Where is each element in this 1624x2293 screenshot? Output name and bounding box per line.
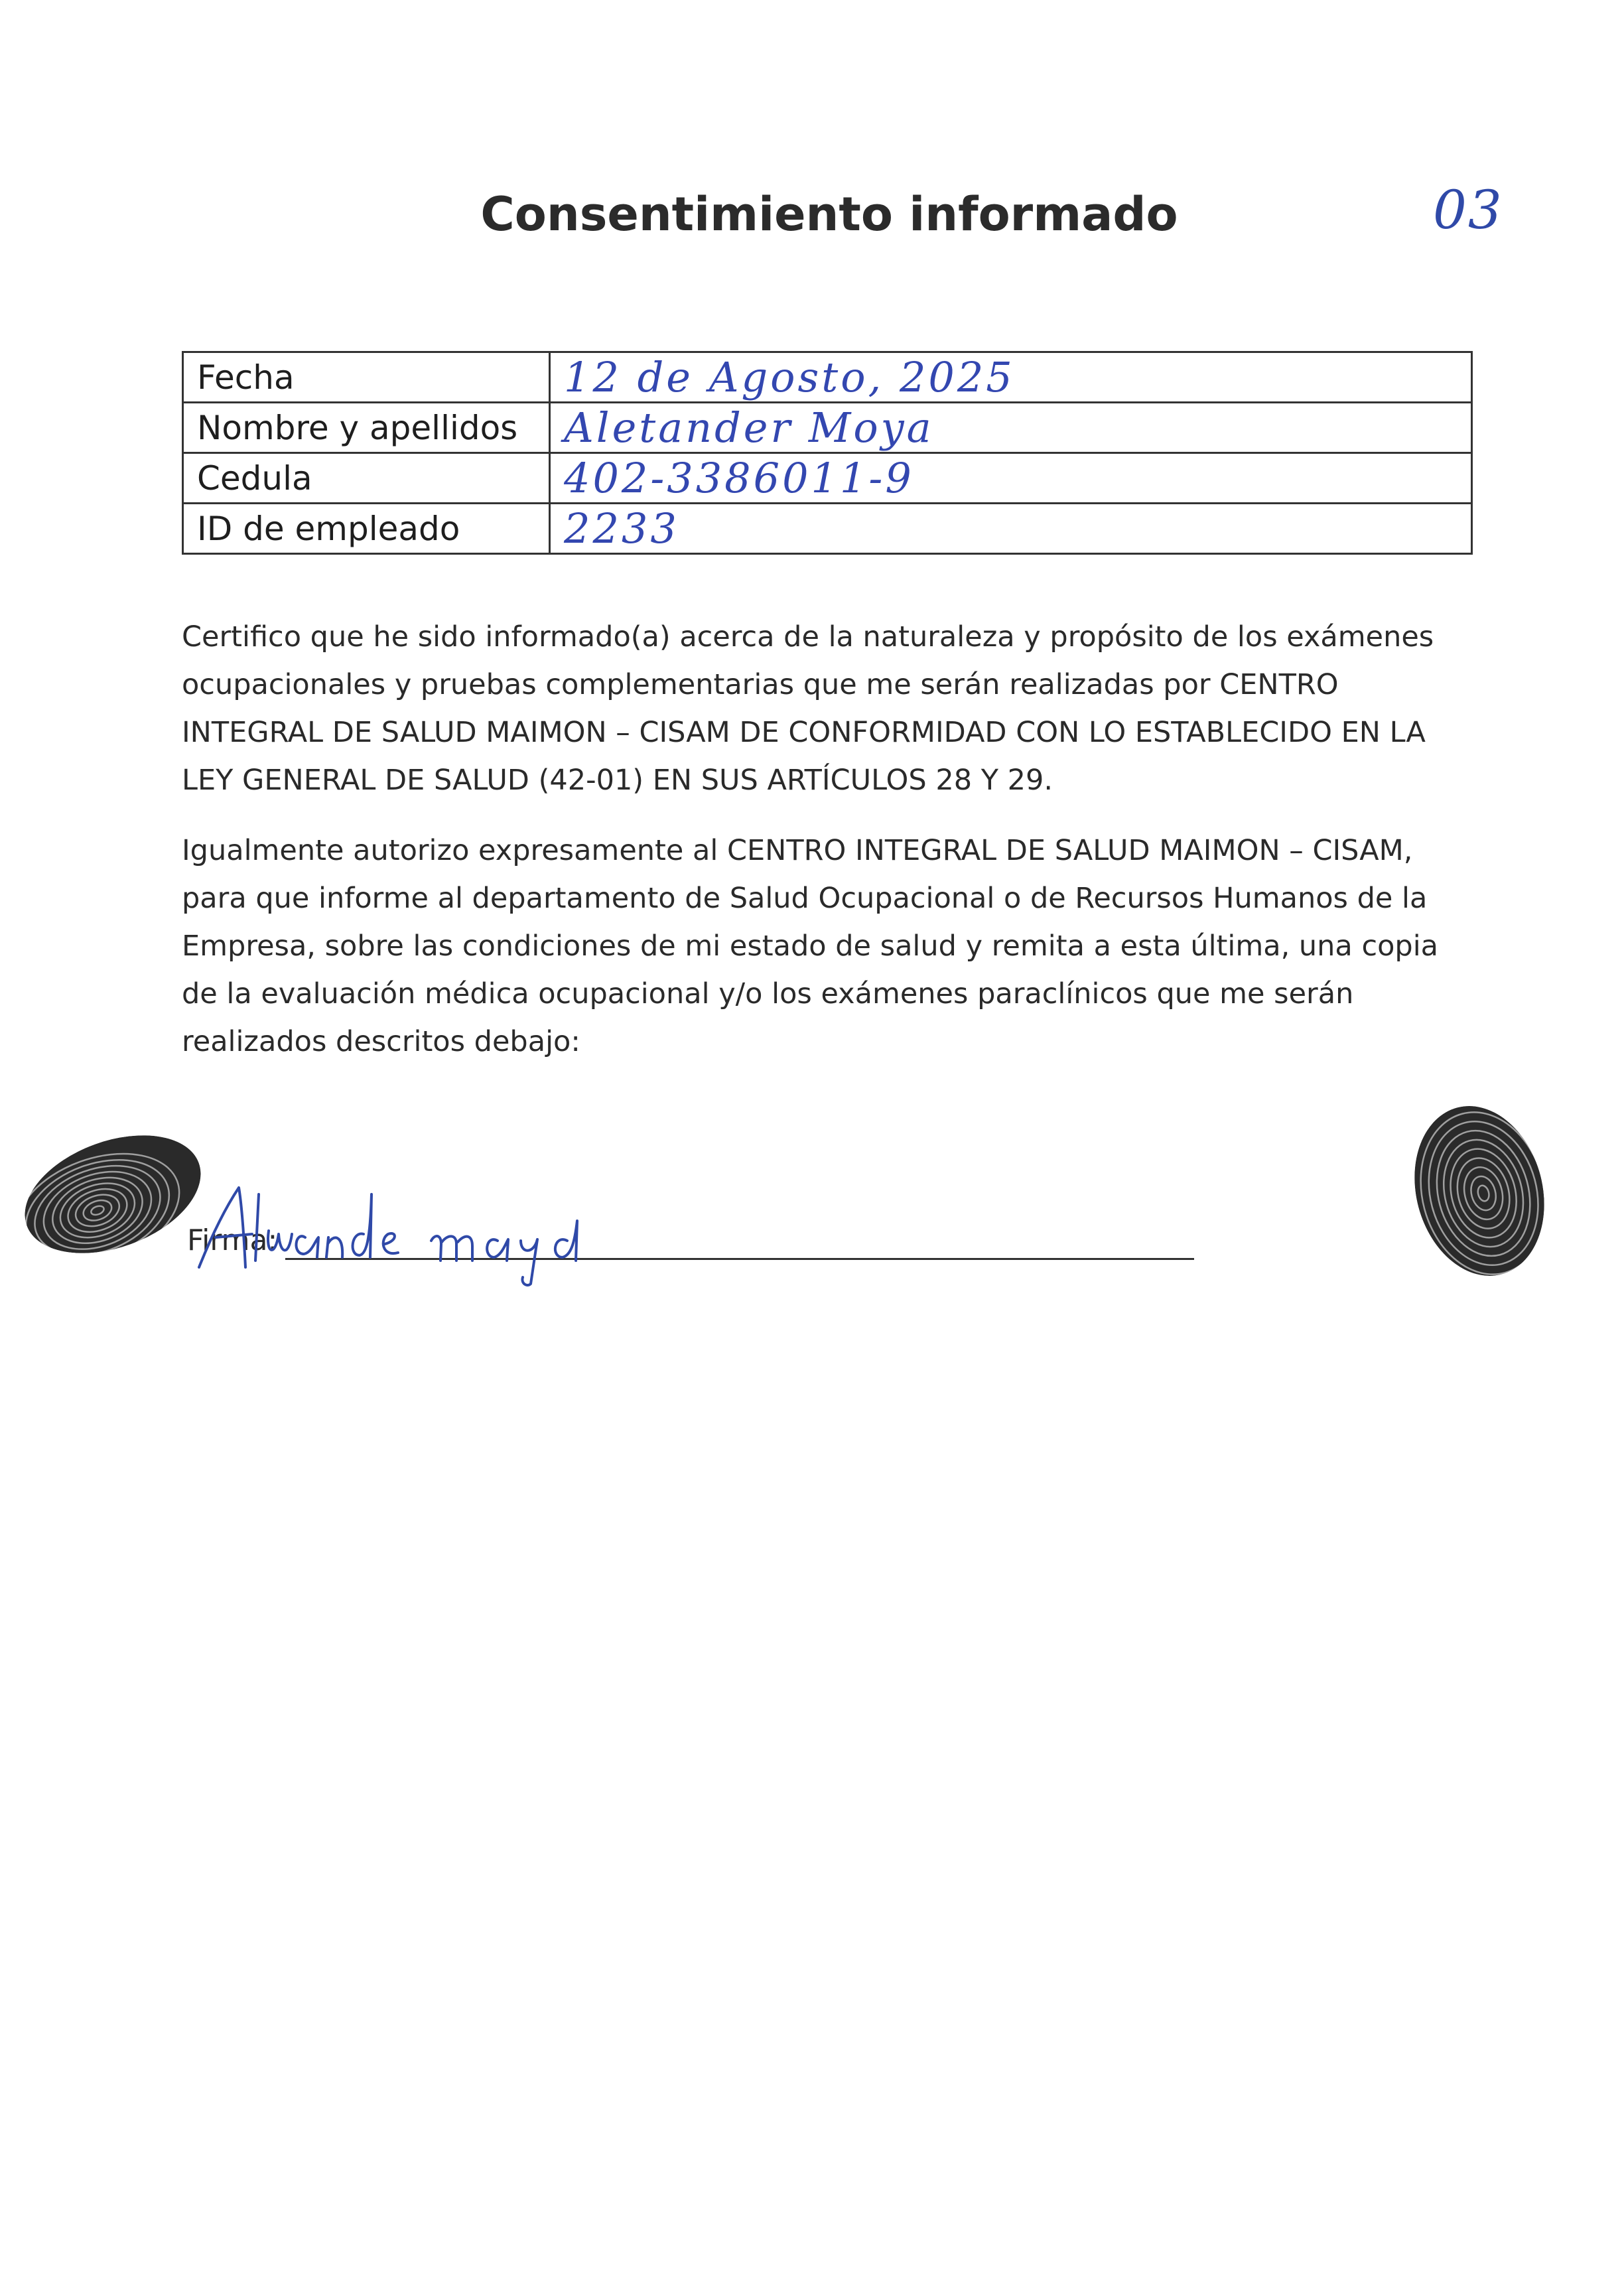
id-card-label: Cedula: [183, 453, 550, 504]
consent-paragraph-2: Igualmente autorizo expresamente al CENTRO INTEGRAL DE SALUD MAIMON – CISAM, para que informe al departamento de Salud Ocupacional o de Recursos Humanos de la Empresa, sobre las condiciones de mi estado de salud y remita a esta última, una copia de la evaluación médica ocupacional y/o los exámenes paraclínicos que me serán realizados descritos debajo:: [182, 834, 1438, 1058]
id-card-value: 402-3386011-9: [550, 453, 1472, 504]
employee-id-label: ID de empleado: [183, 504, 550, 554]
consent-paragraph-1: Certifico que he sido informado(a) acerca de la naturaleza y propósito de los exámenes ocupacionales y pruebas complementarias que me serán realizadas por CENTRO INTEGRAL DE SALUD MAIMON – CISAM DE CONFORMIDAD CON LO ESTABLECIDO EN LA LEY GENERAL DE SALUD (42-01) EN SUS ARTÍCULOS 28 Y 29.: [182, 620, 1434, 797]
full-name-label: Nombre y apellidos: [183, 403, 550, 453]
date-value: 12 de Agosto, 2025: [550, 352, 1472, 403]
table-row: [183, 453, 1472, 504]
table-row: [183, 403, 1472, 453]
table-row: [183, 504, 1472, 554]
signature-label: Firma:: [187, 1223, 278, 1257]
left-thumbprint-icon: [13, 1121, 212, 1267]
full-name-value: Aletander Moya: [550, 403, 1472, 453]
handwritten-signature: [186, 1168, 703, 1287]
employee-info-table: [182, 351, 1473, 555]
right-thumbprint-icon: [1400, 1095, 1559, 1287]
page-title: Consentimiento informado: [480, 187, 1178, 242]
table-row: [183, 352, 1472, 403]
date-label: Fecha: [183, 352, 550, 403]
page-number: 03: [1433, 179, 1503, 241]
employee-id-value: 2233: [550, 504, 1472, 554]
